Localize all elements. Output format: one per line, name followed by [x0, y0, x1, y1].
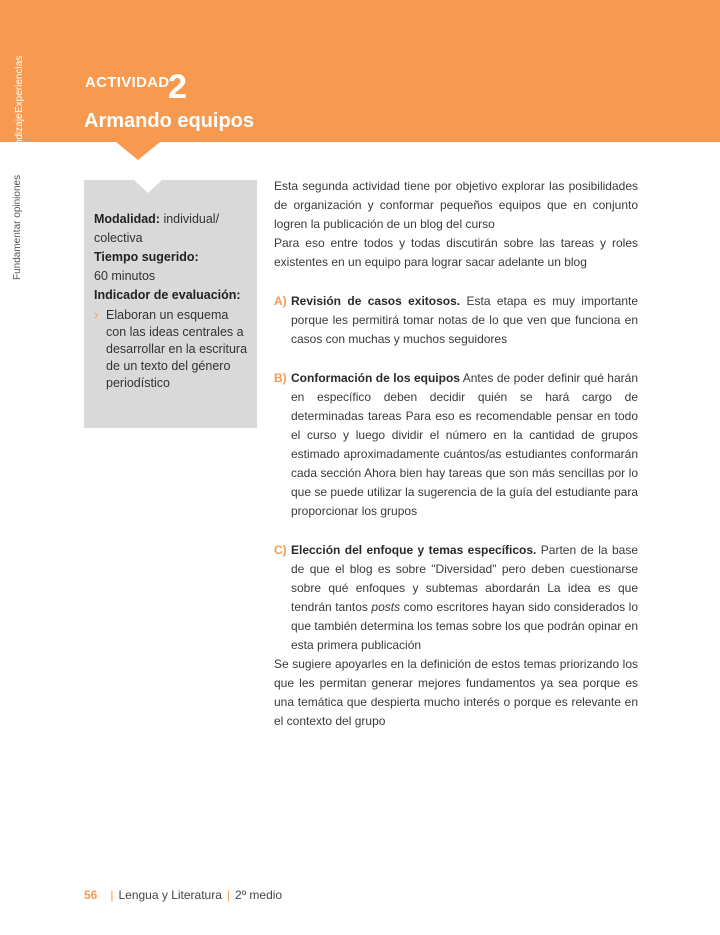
item-heading: Revisión de casos exitosos.: [291, 294, 461, 308]
page-number: 56: [84, 888, 98, 902]
item-body: [291, 541, 638, 655]
tiempo-value: 60 minutos: [94, 269, 156, 283]
activity-number: 2: [168, 68, 187, 106]
footer-subject: Lengua y Literatura: [118, 888, 222, 902]
info-box: [84, 180, 257, 428]
modalidad-line: [94, 210, 249, 248]
item-letter: C): [274, 543, 287, 557]
footer: [84, 888, 282, 902]
header-arrow: [116, 142, 160, 160]
side-label-unit: Fundamentar opiniones: [12, 174, 23, 280]
item-text: Antes de poder definir qué harán en específico deben decidir quién se hará cargo de determinadas tareas Para eso es recomendable pensar en todo el curso y luego dividir el número en la cantidad de grupos estimado aproximadamente cuántos/as estudiantes conformarán cada sección Ahora bien hay tareas que son más sencillas por lo que se puede utilizar la sugerencia de la guía del estudiante para proporcionar los grupos: [291, 371, 638, 518]
item-body: [291, 369, 638, 521]
item-text-a: Parten de la base de que el blog es sobre "Diversidad" pero deben cuestionarse sobre qué enfoques y subtemas abordarán La idea es que tendrán tantos: [291, 543, 638, 614]
footer-separator-2: |: [226, 888, 231, 902]
tiempo-label: Tiempo sugerido:: [94, 250, 199, 264]
info-box-notch: [134, 180, 162, 193]
side-label-section: [14, 56, 38, 179]
list-item-a: [274, 292, 638, 349]
side-label-line1: Experiencias: [14, 56, 25, 114]
item-heading: Conformación de los equipos: [291, 371, 460, 385]
footer-separator: |: [110, 888, 114, 902]
list-item-c: [274, 541, 638, 655]
indicador-value: Elaboran un esquema con las ideas centrales a desarrollar en la escritura de un texto del género periodístico: [106, 308, 248, 390]
indicador-item: [94, 307, 249, 392]
modalidad-label: Modalidad:: [94, 212, 160, 226]
page-title: Armando equipos: [84, 110, 255, 132]
footer-grade: 2º medio: [235, 888, 283, 902]
list-item-b: [274, 369, 638, 521]
item-text-em: posts: [371, 600, 401, 614]
item-letter: B): [274, 371, 287, 385]
activity-label: ACTIVIDAD: [85, 74, 170, 91]
side-label-line2: de aprendizaje: [14, 113, 25, 179]
item-body: [291, 292, 638, 349]
item-heading: Elección del enfoque y temas específicos.: [291, 543, 537, 557]
bullet-marker: ›: [94, 308, 99, 322]
modalidad-value: individual/ colectiva: [94, 212, 220, 245]
indicador-label: Indicador de evaluación:: [94, 288, 241, 302]
item-c-extra: Se sugiere apoyarles en la definición de estos temas priorizando los que les permitan generar mejores fundamentos ya sea porque es una temática que despierta mucho interés o porque es relevante en el contexto del grupo: [274, 657, 638, 728]
intro-paragraph-1: Esta segunda actividad tiene por objetivo explorar las posibilidades de organización y conformar pequeños equipos que en conjunto logren la publicación de un blog del curso: [274, 179, 638, 231]
item-text-b: como escritores hayan sido considerados lo que también determina los temas sobre los que podrán opinar en esta primera publicación: [291, 600, 638, 652]
main-text: [274, 177, 638, 731]
item-text: Esta etapa es muy importante porque les permitirá tomar notas de lo que ven que funciona en casos con muchas y muchos seguidores: [291, 294, 638, 346]
item-letter: A): [274, 294, 287, 308]
intro-paragraph-2: Para eso entre todos y todas discutirán sobre las tareas y roles existentes en un equipo para lograr sacar adelante un blog: [274, 236, 638, 269]
